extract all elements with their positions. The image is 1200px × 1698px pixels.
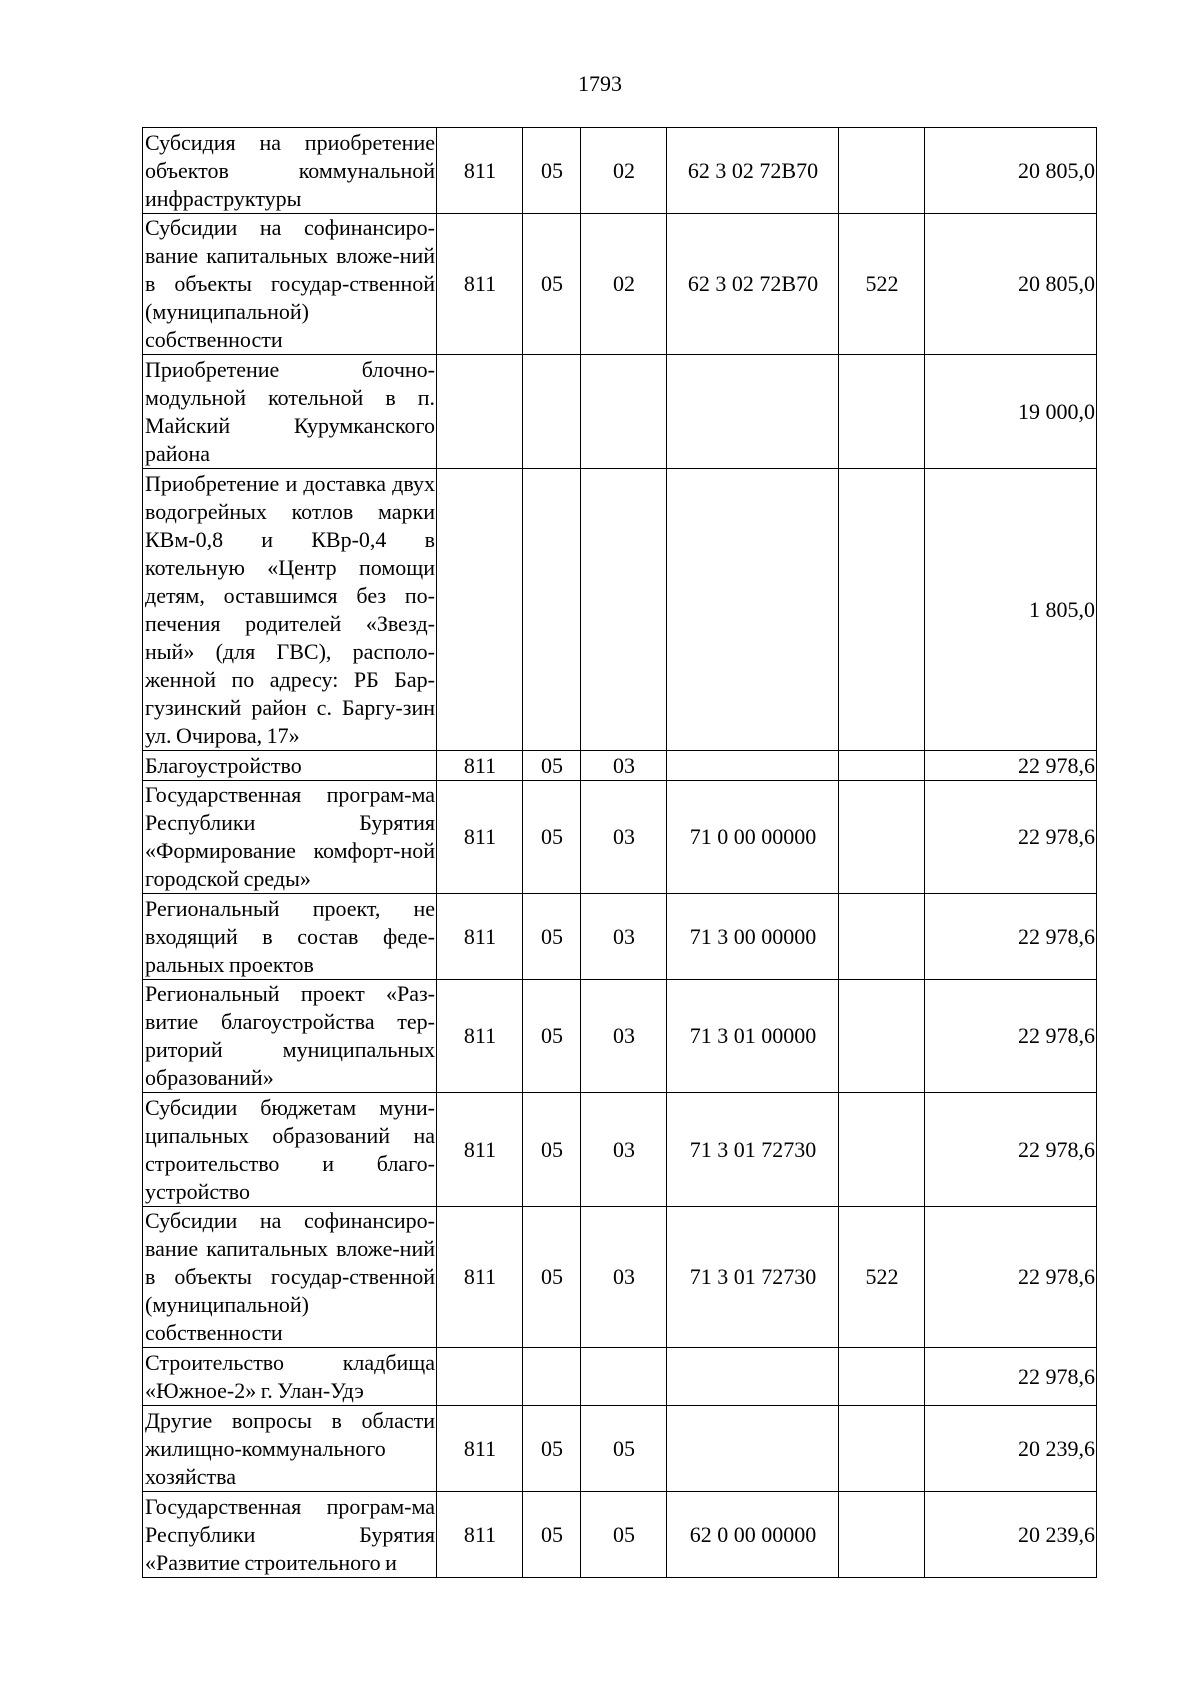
expense-type-cell bbox=[839, 469, 925, 751]
target-article-cell bbox=[667, 1348, 839, 1406]
page-number: 1793 bbox=[578, 71, 622, 96]
section-code-cell: 05 bbox=[523, 1406, 581, 1492]
target-article-cell: 71 3 01 72730 bbox=[667, 1093, 839, 1207]
expense-type-cell bbox=[839, 1093, 925, 1207]
section-code-cell: 05 bbox=[523, 1093, 581, 1207]
subsection-code-cell bbox=[581, 355, 667, 469]
target-article-cell: 71 3 00 00000 bbox=[667, 894, 839, 980]
row-name-cell: Субсидии на софинансиро-вание капитальных вложе-ний в объекты государ-ственной (муниципальной) собственности bbox=[143, 1207, 437, 1348]
subsection-code-cell: 03 bbox=[581, 894, 667, 980]
amount-cell: 20 805,0 bbox=[925, 128, 1097, 214]
subsection-code-cell: 03 bbox=[581, 1093, 667, 1207]
expense-type-cell bbox=[839, 128, 925, 214]
table-row bbox=[143, 1348, 1097, 1406]
row-name-cell: Субсидия на приобретение объектов коммунальной инфраструктуры bbox=[143, 128, 437, 214]
expense-type-cell: 522 bbox=[839, 1207, 925, 1348]
subsection-code-cell: 02 bbox=[581, 128, 667, 214]
department-code-cell: 811 bbox=[437, 1492, 523, 1578]
amount-cell: 1 805,0 bbox=[925, 469, 1097, 751]
department-code-cell: 811 bbox=[437, 751, 523, 781]
row-name-cell: Государственная програм-ма Республики Бурятия «Формирование комфорт-ной городской среды» bbox=[143, 781, 437, 894]
amount-cell: 22 978,6 bbox=[925, 980, 1097, 1093]
expense-type-cell bbox=[839, 355, 925, 469]
department-code-cell: 811 bbox=[437, 980, 523, 1093]
table-row bbox=[143, 1492, 1097, 1578]
section-code-cell: 05 bbox=[523, 1492, 581, 1578]
target-article-cell: 71 3 01 72730 bbox=[667, 1207, 839, 1348]
row-name-cell: Приобретение и доставка двух водогрейных котлов марки КВм-0,8 и КВр-0,4 в котельную «Центр помощи детям, оставшимся без по-печения родителей «Звезд-ный» (для ГВС), располо-женной по адресу: РБ Бар-гузинский район с. Баргу-зин ул. Очирова, 17» bbox=[143, 469, 437, 751]
expense-type-cell bbox=[839, 1348, 925, 1406]
amount-cell: 22 978,6 bbox=[925, 1207, 1097, 1348]
department-code-cell bbox=[437, 1348, 523, 1406]
amount-cell: 22 978,6 bbox=[925, 751, 1097, 781]
row-name-cell: Региональный проект, не входящий в состав феде-ральных проектов bbox=[143, 894, 437, 980]
table-body bbox=[143, 128, 1097, 1578]
subsection-code-cell: 05 bbox=[581, 1492, 667, 1578]
section-code-cell: 05 bbox=[523, 128, 581, 214]
table-row bbox=[143, 355, 1097, 469]
amount-cell: 19 000,0 bbox=[925, 355, 1097, 469]
target-article-cell: 62 3 02 72В70 bbox=[667, 128, 839, 214]
target-article-cell: 71 3 01 00000 bbox=[667, 980, 839, 1093]
row-name-cell: Субсидии бюджетам муни-ципальных образований на строительство и благо-устройство bbox=[143, 1093, 437, 1207]
subsection-code-cell bbox=[581, 469, 667, 751]
section-code-cell: 05 bbox=[523, 214, 581, 355]
expense-type-cell bbox=[839, 1406, 925, 1492]
target-article-cell bbox=[667, 1406, 839, 1492]
expense-type-cell: 522 bbox=[839, 214, 925, 355]
row-name-cell: Региональный проект «Раз-витие благоустройства тер-риторий муниципальных образований» bbox=[143, 980, 437, 1093]
table-row bbox=[143, 894, 1097, 980]
section-code-cell bbox=[523, 355, 581, 469]
amount-cell: 22 978,6 bbox=[925, 1348, 1097, 1406]
amount-cell: 20 805,0 bbox=[925, 214, 1097, 355]
table-row bbox=[143, 469, 1097, 751]
subsection-code-cell: 03 bbox=[581, 751, 667, 781]
subsection-code-cell: 02 bbox=[581, 214, 667, 355]
subsection-code-cell: 03 bbox=[581, 980, 667, 1093]
department-code-cell: 811 bbox=[437, 128, 523, 214]
row-name-cell: Субсидии на софинансиро-вание капитальных вложе-ний в объекты государ-ственной (муниципальной) собственности bbox=[143, 214, 437, 355]
row-name-cell: Строительство кладбища «Южное-2» г. Улан-Удэ bbox=[143, 1348, 437, 1406]
target-article-cell bbox=[667, 469, 839, 751]
amount-cell: 20 239,6 bbox=[925, 1492, 1097, 1578]
budget-table bbox=[142, 127, 1097, 1578]
department-code-cell bbox=[437, 355, 523, 469]
row-name-cell: Приобретение блочно-модульной котельной в п. Майский Курумканского района bbox=[143, 355, 437, 469]
department-code-cell: 811 bbox=[437, 781, 523, 894]
department-code-cell: 811 bbox=[437, 1406, 523, 1492]
amount-cell: 22 978,6 bbox=[925, 1093, 1097, 1207]
amount-cell: 22 978,6 bbox=[925, 781, 1097, 894]
subsection-code-cell: 03 bbox=[581, 1207, 667, 1348]
expense-type-cell bbox=[839, 980, 925, 1093]
amount-cell: 22 978,6 bbox=[925, 894, 1097, 980]
department-code-cell: 811 bbox=[437, 894, 523, 980]
table-row bbox=[143, 1207, 1097, 1348]
table-row bbox=[143, 1093, 1097, 1207]
subsection-code-cell: 05 bbox=[581, 1406, 667, 1492]
section-code-cell: 05 bbox=[523, 980, 581, 1093]
target-article-cell bbox=[667, 355, 839, 469]
expense-type-cell bbox=[839, 894, 925, 980]
target-article-cell: 62 3 02 72В70 bbox=[667, 214, 839, 355]
row-name-cell: Государственная програм-ма Республики Бурятия «Развитие строительного и bbox=[143, 1492, 437, 1578]
section-code-cell: 05 bbox=[523, 751, 581, 781]
target-article-cell bbox=[667, 751, 839, 781]
amount-cell: 20 239,6 bbox=[925, 1406, 1097, 1492]
subsection-code-cell bbox=[581, 1348, 667, 1406]
expense-type-cell bbox=[839, 781, 925, 894]
department-code-cell: 811 bbox=[437, 214, 523, 355]
table-row bbox=[143, 980, 1097, 1093]
section-code-cell: 05 bbox=[523, 1207, 581, 1348]
expense-type-cell bbox=[839, 751, 925, 781]
table-row bbox=[143, 214, 1097, 355]
table-row bbox=[143, 1406, 1097, 1492]
section-code-cell bbox=[523, 469, 581, 751]
row-name-cell: Другие вопросы в области жилищно-коммунального хозяйства bbox=[143, 1406, 437, 1492]
subsection-code-cell: 03 bbox=[581, 781, 667, 894]
target-article-cell: 62 0 00 00000 bbox=[667, 1492, 839, 1578]
table-row bbox=[143, 128, 1097, 214]
section-code-cell: 05 bbox=[523, 781, 581, 894]
row-name-cell: Благоустройство bbox=[143, 751, 437, 781]
section-code-cell bbox=[523, 1348, 581, 1406]
department-code-cell bbox=[437, 469, 523, 751]
section-code-cell: 05 bbox=[523, 894, 581, 980]
table-row bbox=[143, 751, 1097, 781]
target-article-cell: 71 0 00 00000 bbox=[667, 781, 839, 894]
department-code-cell: 811 bbox=[437, 1207, 523, 1348]
expense-type-cell bbox=[839, 1492, 925, 1578]
table-row bbox=[143, 781, 1097, 894]
department-code-cell: 811 bbox=[437, 1093, 523, 1207]
